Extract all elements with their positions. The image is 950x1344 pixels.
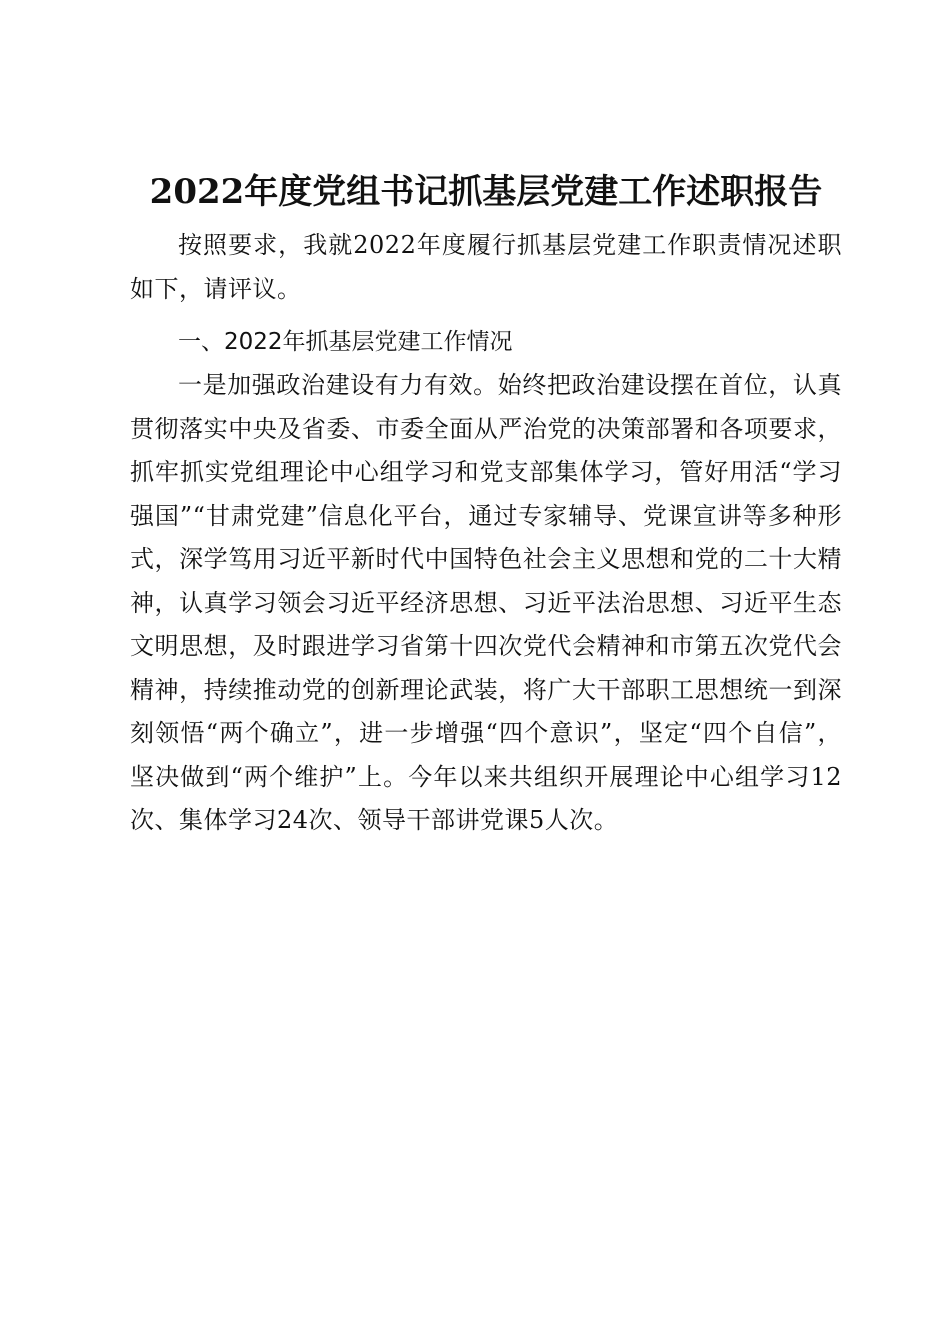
document-content: [130, 168, 842, 843]
section-heading: 一、2022年抓基层党建工作情况: [178, 329, 513, 355]
intro-paragraph: 按照要求，我就2022年度履行抓基层党建工作职责情况述职如下，请评议。: [130, 231, 842, 303]
document-title: 2022年度党组书记抓基层党建工作述职报告: [149, 172, 823, 212]
section-body-paragraph: 一是加强政治建设有力有效。始终把政治建设摆在首位，认真贯彻落实中央及省委、市委全面从严治党的决策部署和各项要求，抓牢抓实党组理论中心组学习和党支部集体学习，管好用活“学习强国”“甘肃党建”信息化平台，通过专家辅导、党课宣讲等多种形式，深学笃用习近平新时代中国特色社会主义思想和党的二十大精神，认真学习领会习近平经济思想、习近平法治思想、习近平生态文明思想，及时跟进学习省第十四次党代会精神和市第五次党代会精神，持续推动党的创新理论武装，将广大干部职工思想统一到深刻领悟“两个确立”，进一步增强“四个意识”，坚定“四个自信”，坚决做到“两个维护”上。今年以来共组织开展理论中心组学习12次、集体学习24次、领导干部讲党课5人次。: [130, 371, 842, 834]
